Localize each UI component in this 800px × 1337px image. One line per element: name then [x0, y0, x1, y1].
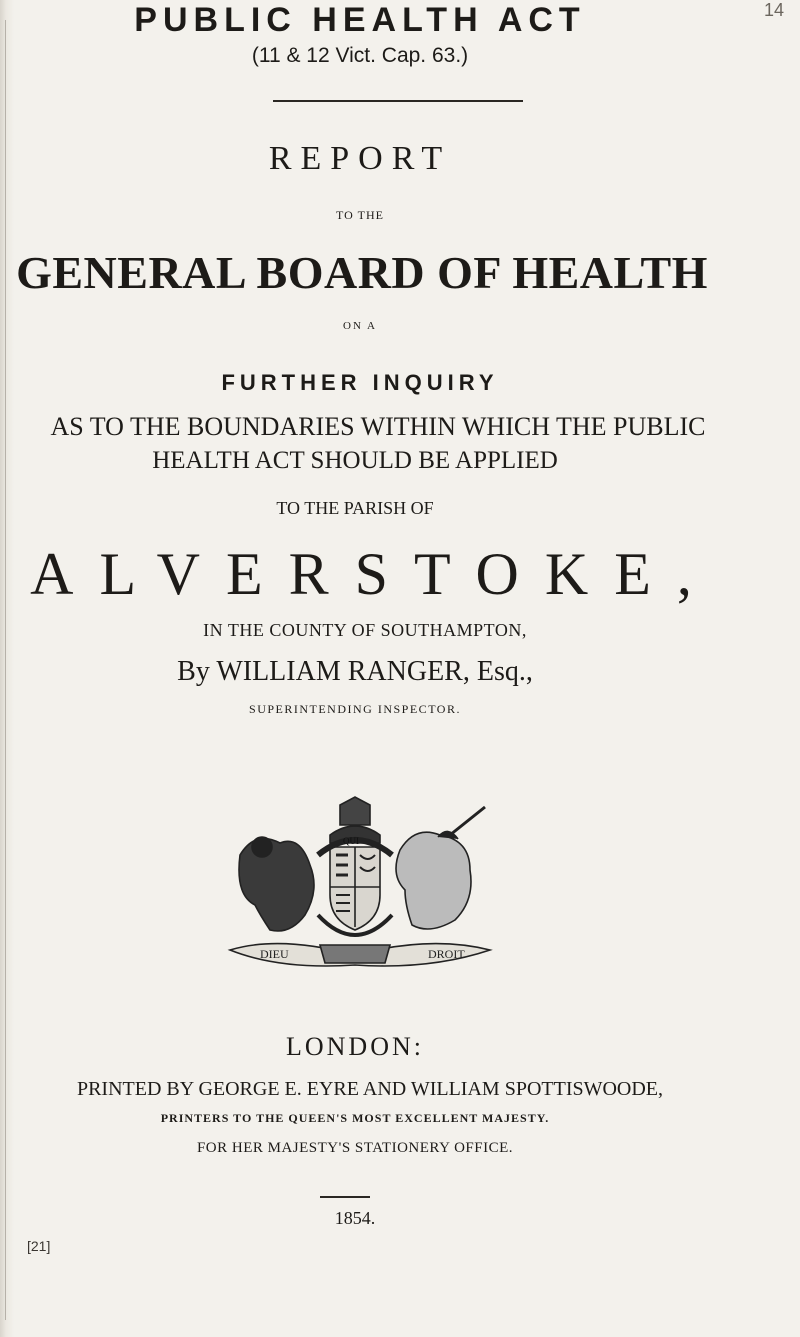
- royal-coat-of-arms-icon: [200, 795, 510, 975]
- corner-mark: 14: [764, 0, 785, 20]
- author-line: By WILLIAM RANGER, Esq.,: [177, 656, 533, 687]
- act-title: PUBLIC HEALTH ACT: [134, 1, 586, 39]
- on-a-label: ON A: [343, 320, 377, 332]
- author-title: SUPERINTENDING INSPECTOR.: [249, 702, 461, 716]
- garter-text: QUI: [343, 836, 359, 846]
- report-title: REPORT: [268, 140, 452, 177]
- imprint-place: LONDON:: [286, 1032, 424, 1061]
- signature-mark: [21]: [27, 1238, 51, 1254]
- further-inquiry-heading: FURTHER INQUIRY: [221, 370, 499, 395]
- divider-rule-bottom: [320, 1196, 370, 1198]
- parish-name: ALVERSTOKE,: [30, 541, 718, 607]
- board-title: GENERAL BOARD OF HEALTH: [16, 247, 708, 298]
- divider-rule-top: [273, 100, 523, 102]
- county-line: IN THE COUNTY OF SOUTHAMPTON,: [203, 620, 527, 640]
- motto-left: DIEU: [260, 947, 289, 961]
- publication-year: 1854.: [334, 1208, 376, 1228]
- subject-line-1: AS TO THE BOUNDARIES WITHIN WHICH THE PUBLIC: [50, 412, 706, 441]
- to-the-label: TO THE: [336, 208, 384, 222]
- printers-to-line: PRINTERS TO THE QUEEN'S MOST EXCELLENT MAJESTY.: [160, 1111, 550, 1125]
- subject-line-2: HEALTH ACT SHOULD BE APPLIED: [152, 447, 558, 474]
- act-citation: (11 & 12 Vict. Cap. 63.): [251, 44, 469, 67]
- motto-right: DROIT: [428, 947, 465, 961]
- stationery-office-line: FOR HER MAJESTY'S STATIONERY OFFICE.: [196, 1140, 514, 1156]
- printer-line: PRINTED BY GEORGE E. EYRE AND WILLIAM SPOTTISWOODE,: [76, 1078, 664, 1100]
- to-parish-label: TO THE PARISH OF: [276, 498, 434, 518]
